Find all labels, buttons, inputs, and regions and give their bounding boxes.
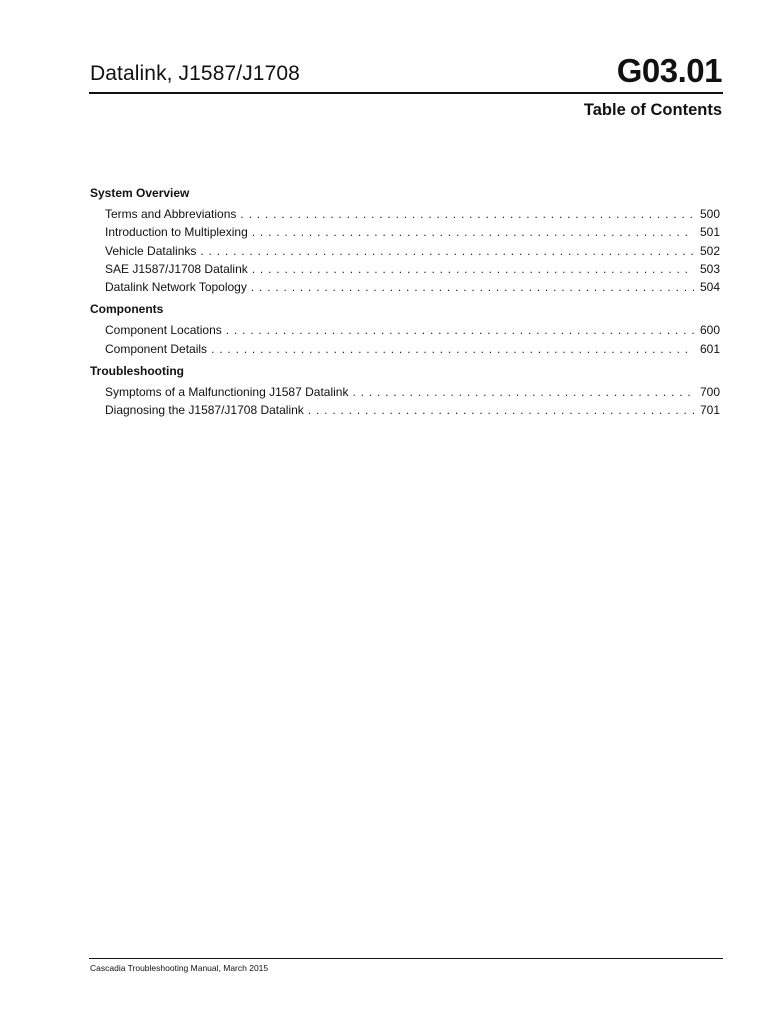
toc-entry-page[interactable]: 504 [699,280,720,295]
toc-entry[interactable] [105,340,720,358]
toc-entry-page[interactable]: 502 [699,243,720,258]
section-code: G03.01 [616,52,722,89]
dot-leader [251,278,694,296]
dot-leader [252,223,694,241]
toc-entry[interactable] [105,278,720,296]
toc-entry[interactable] [105,223,720,241]
toc-entry-page[interactable]: 700 [699,385,720,400]
toc-section-troubleshooting [90,362,720,420]
footer-divider [89,958,723,959]
toc-entry-page[interactable]: 601 [699,341,720,356]
toc-section-heading: System Overview [90,186,190,200]
toc-entry[interactable] [105,242,720,260]
toc-entry-page[interactable]: 600 [699,323,720,338]
toc-entry-page[interactable]: 503 [699,261,720,276]
page-subtitle: Table of Contents [583,101,722,119]
document-title: Datalink, J1587/J1708 [90,62,300,85]
toc-entry-page[interactable]: 701 [699,403,720,418]
dot-leader [308,401,694,419]
toc-entry-title[interactable]: SAE J1587/J1708 Datalink [105,261,248,276]
toc-entry-title[interactable]: Terms and Abbreviations [105,207,237,221]
dot-leader [240,205,694,223]
toc-section-heading: Components [90,302,164,317]
dot-leader [211,340,694,358]
dot-leader [226,321,694,339]
toc-entry-title[interactable]: Vehicle Datalinks [105,243,197,258]
footer-text: Cascadia Troubleshooting Manual, March 2015 [90,963,269,973]
toc-entry[interactable] [105,205,720,223]
toc-entry[interactable] [105,260,720,278]
toc-entry-title[interactable]: Component Details [105,341,208,356]
toc-section-components [90,300,720,358]
dot-leader [252,260,694,278]
header-divider [89,92,723,94]
toc-entry-page[interactable]: 501 [699,225,720,240]
toc-entry-title[interactable]: Diagnosing the J1587/J1708 Datalink [105,403,304,418]
toc-entry[interactable] [105,401,720,419]
toc-entry-title[interactable]: Component Locations [105,323,222,338]
toc-entry[interactable] [105,383,720,401]
toc-entry-title[interactable]: Datalink Network Topology [105,280,247,295]
table-of-contents [90,184,720,420]
toc-entry-page[interactable]: 500 [699,207,720,221]
toc-entry-title[interactable]: Introduction to Multiplexing [105,225,248,240]
dot-leader [200,242,694,260]
toc-section-system-overview [90,184,720,296]
toc-entry[interactable] [105,321,720,339]
toc-entry-title[interactable]: Symptoms of a Malfunctioning J1587 Datalink [105,385,349,400]
toc-section-heading: Troubleshooting [90,364,184,379]
dot-leader [352,383,694,401]
